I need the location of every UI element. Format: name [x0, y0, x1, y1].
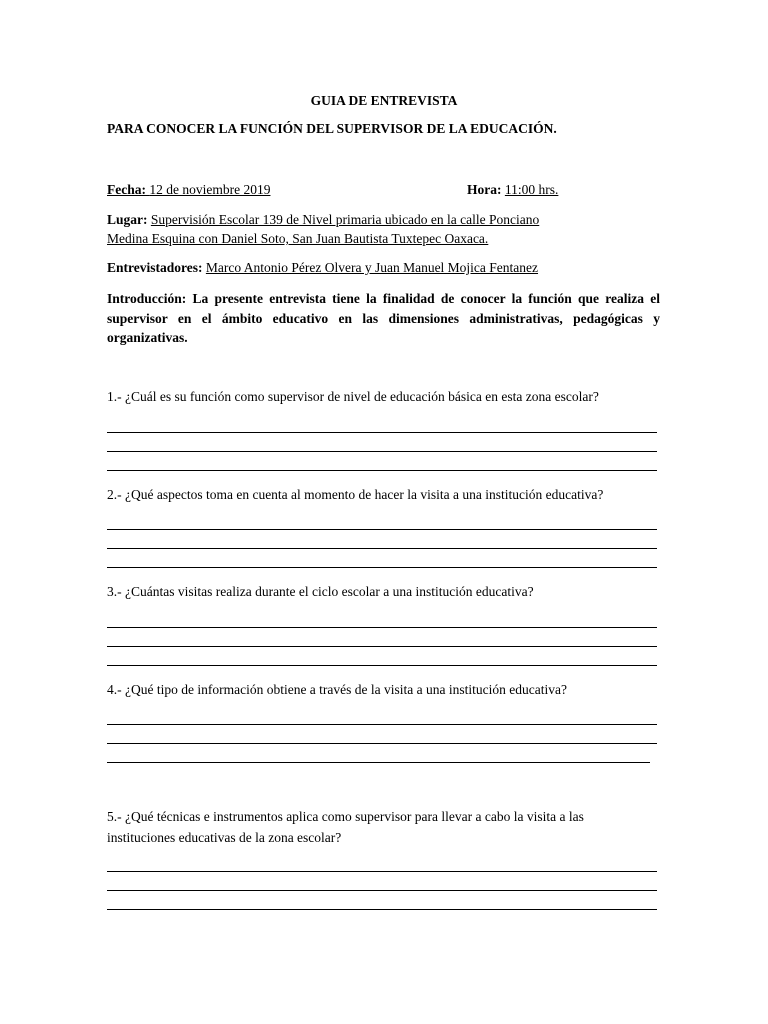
- hora-row: [467, 182, 558, 198]
- answer-line[interactable]: [107, 567, 657, 568]
- lugar-value-line1: Supervisión Escolar 139 de Nivel primaria ubicado en la calle Ponciano: [150, 212, 540, 227]
- answer-line[interactable]: [107, 762, 650, 763]
- introduccion-label: Introducción:: [107, 291, 187, 306]
- question-1: 1.- ¿Cuál es su función como supervisor de nivel de educación básica en esta zona escolar?: [107, 389, 599, 404]
- question-4: 4.- ¿Qué tipo de información obtiene a través de la visita a una institución educativa?: [107, 682, 567, 697]
- lugar-row: [107, 212, 539, 228]
- answer-line[interactable]: [107, 548, 657, 549]
- entrevistadores-label: Entrevistadores:: [107, 260, 203, 275]
- document-subtitle: PARA CONOCER LA FUNCIÓN DEL SUPERVISOR DE LA EDUCACIÓN.: [107, 121, 557, 136]
- answer-line[interactable]: [107, 909, 657, 910]
- entrevistadores-value: Marco Antonio Pérez Olvera y Juan Manuel Mojica Fentanez: [205, 260, 539, 275]
- answer-line[interactable]: [107, 529, 657, 530]
- fecha-value: 12 de noviembre 2019: [149, 182, 271, 197]
- question-3: 3.- ¿Cuántas visitas realiza durante el ciclo escolar a una institución educativa?: [107, 584, 534, 599]
- introduccion-paragraph: [107, 289, 660, 348]
- lugar-label: Lugar:: [107, 212, 148, 227]
- answer-line[interactable]: [107, 432, 657, 433]
- fecha-label: Fecha:: [107, 182, 146, 197]
- hora-label: Hora:: [467, 182, 502, 197]
- answer-line[interactable]: [107, 724, 657, 725]
- answer-line[interactable]: [107, 627, 657, 628]
- answer-line[interactable]: [107, 451, 657, 452]
- answer-line[interactable]: [107, 890, 657, 891]
- hora-value: 11:00 hrs.: [504, 182, 559, 197]
- document-title: GUIA DE ENTREVISTA: [310, 93, 458, 108]
- question-2: 2.- ¿Qué aspectos toma en cuenta al momento de hacer la visita a una institución educativa?: [107, 487, 604, 502]
- entrevistadores-row: [107, 260, 538, 276]
- introduccion-text: La presente entrevista tiene la finalidad de conocer la función que realiza el supervisor en el ámbito educativo en las dimensiones administrativas, pedagógicas y organizativas.: [107, 291, 660, 345]
- answer-line[interactable]: [107, 743, 657, 744]
- lugar-value-line2: Medina Esquina con Daniel Soto, San Juan Bautista Tuxtepec Oaxaca.: [107, 231, 489, 246]
- fecha-row: [107, 182, 270, 198]
- answer-line[interactable]: [107, 665, 657, 666]
- answer-line[interactable]: [107, 871, 657, 872]
- question-5: 5.- ¿Qué técnicas e instrumentos aplica como supervisor para llevar a cabo la visita a las instituciones educativas de la zona escolar?: [107, 809, 584, 845]
- answer-line[interactable]: [107, 470, 657, 471]
- answer-line[interactable]: [107, 646, 657, 647]
